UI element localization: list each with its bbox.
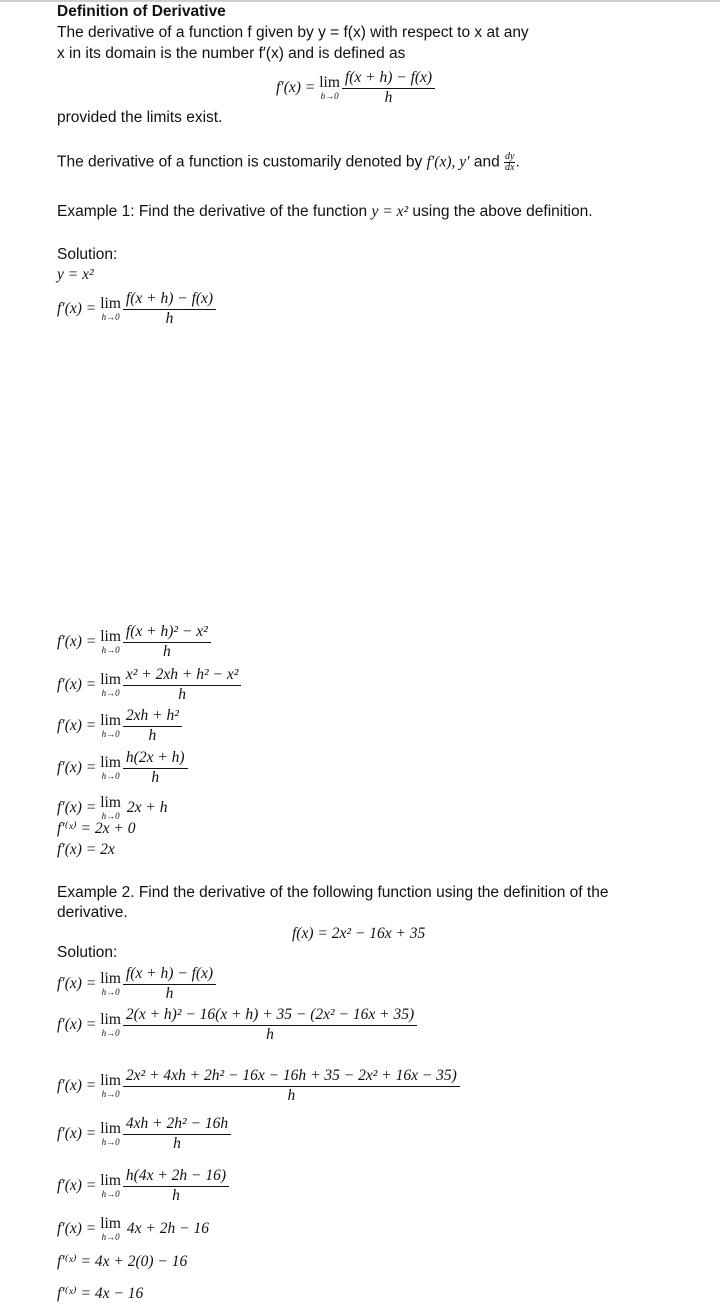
step-fraction — [123, 1067, 460, 1105]
provided-text: provided the limits exist. — [57, 109, 223, 126]
page-title: Definition of Derivative — [57, 3, 226, 20]
step-lhs: f′(x) = — [57, 633, 97, 650]
example2-step-2 — [57, 1003, 417, 1047]
step-expression: 4x + 2h − 16 — [126, 1220, 209, 1237]
step-denominator: h — [148, 727, 157, 744]
step-denominator: h — [172, 1187, 180, 1204]
step-fraction — [123, 1006, 417, 1044]
step-limit: lim h→0 — [100, 295, 121, 322]
step-numerator: 2xh + h² — [123, 707, 182, 727]
step-denominator: h — [162, 643, 171, 660]
step-lhs: f′(x) = — [57, 1177, 97, 1194]
example2-step-3 — [57, 1064, 460, 1108]
step-denominator: h — [165, 985, 174, 1002]
step-lhs: f′(x) = — [57, 676, 97, 693]
example2-prompt-line-1: Example 2. Find the derivative of the following function using the definition of the — [57, 884, 609, 901]
step-limit: lim h→0 — [100, 712, 121, 739]
step-limit: lim h→0 — [100, 1172, 121, 1199]
step-lhs: f′(x) = — [57, 759, 97, 776]
example2-solution-label: Solution: — [57, 944, 118, 961]
step-fraction — [123, 666, 241, 704]
step-fraction — [123, 965, 216, 1003]
step-limit: lim h→0 — [100, 970, 121, 997]
step-numerator: 2(x + h)² − 16(x + h) + 35 − (2x² − 16x + 35) — [123, 1006, 417, 1026]
step-numerator: x² + 2xh + h² − x² — [123, 666, 241, 686]
step-limit: lim h→0 — [100, 671, 121, 698]
step-numerator: f(x + h) − f(x) — [123, 965, 216, 985]
example1-step-5 — [57, 746, 188, 790]
step-numerator: 4xh + 2h² − 16h — [123, 1115, 231, 1135]
step-limit: lim h→0 — [100, 628, 121, 655]
example2-line-b: f′⁽ˣ⁾ = 4x − 16 — [57, 1285, 144, 1302]
step-numerator: f(x + h)² − x² — [123, 623, 211, 643]
step-numerator: 2x² + 4xh + 2h² − 16x − 16h + 35 − 2x² + 16x − 35) — [123, 1067, 460, 1087]
dy-dx-fraction: $\frac{dy}{dx}$ — [505, 151, 515, 173]
step-limit: lim h→0 — [100, 1120, 121, 1147]
step-lhs: f′(x) = — [57, 799, 97, 816]
example1-step-4 — [57, 704, 182, 748]
intro-line-1: The derivative of a function f given by y = f(x) with respect to x at any — [57, 24, 529, 41]
step-fraction — [123, 623, 211, 661]
step-lhs: f′(x) = — [57, 1077, 97, 1094]
definition-limit: lim h→0 — [319, 74, 340, 101]
step-denominator: h — [151, 769, 160, 786]
step-limit: lim h→0 — [100, 1215, 121, 1242]
example1-line-b: f′(x) = 2x — [57, 841, 115, 858]
example2-prompt-line-2: derivative. — [57, 904, 128, 921]
step-lhs: f′(x) = — [57, 1016, 97, 1033]
step-denominator: h — [266, 1026, 274, 1043]
example1-step-2 — [57, 620, 211, 664]
example2-step-5 — [57, 1164, 229, 1208]
step-lhs: f′(x) = — [57, 300, 97, 317]
step-expression: 2x + h — [126, 799, 168, 816]
step-denominator: h — [173, 1135, 181, 1152]
step-fraction — [123, 1167, 229, 1205]
step-fraction — [123, 290, 216, 328]
step-fraction — [123, 749, 188, 787]
example2-step-4 — [57, 1112, 231, 1156]
example1-solution-label: Solution: — [57, 246, 118, 263]
step-numerator: h(2x + h) — [123, 749, 188, 769]
step-lhs: f′(x) = — [57, 975, 97, 992]
step-fraction — [123, 707, 182, 745]
definition-lhs: f′(x) = — [276, 79, 316, 96]
definition-formula — [276, 66, 435, 110]
step-limit: lim h→0 — [100, 1011, 121, 1038]
step-denominator: h — [165, 310, 174, 327]
step-lhs: f′(x) = — [57, 1220, 97, 1237]
example2-line-a: f′⁽ˣ⁾ = 4x + 2(0) − 16 — [57, 1253, 188, 1270]
definition-fraction: $\frac{f(x + h) - f(x)}{h}$ — [342, 69, 435, 107]
step-limit: lim h→0 — [100, 1072, 121, 1099]
step-lhs: f′(x) = — [57, 1125, 97, 1142]
example1-given: y = x² — [57, 266, 94, 283]
example2-step-1 — [57, 962, 216, 1006]
notation-sentence: The derivative of a function is customarily denoted by f′(x), y′ and $\frac{dy}{dx}$ . — [57, 151, 520, 173]
step-limit: lim h→0 — [100, 794, 121, 821]
step-lhs: f′(x) = — [57, 717, 97, 734]
intro-line-2: x in its domain is the number f′(x) and is defined as — [57, 45, 406, 62]
step-numerator: h(4x + 2h − 16) — [123, 1167, 229, 1187]
example1-step-3 — [57, 663, 241, 707]
example1-line-a: f′⁽ˣ⁾ = 2x + 0 — [57, 820, 136, 837]
example2-function: f(x) = 2x² − 16x + 35 — [292, 925, 426, 942]
step-numerator: f(x + h) − f(x) — [123, 290, 216, 310]
step-denominator: h — [178, 686, 187, 703]
example2-step-6 — [57, 1207, 209, 1251]
step-fraction — [123, 1115, 231, 1153]
example1-prompt: Example 1: Find the derivative of the function y = x² using the above definition. — [57, 203, 593, 220]
step-denominator: h — [287, 1087, 296, 1104]
step-limit: lim h→0 — [100, 754, 121, 781]
example1-step-1 — [57, 287, 216, 331]
